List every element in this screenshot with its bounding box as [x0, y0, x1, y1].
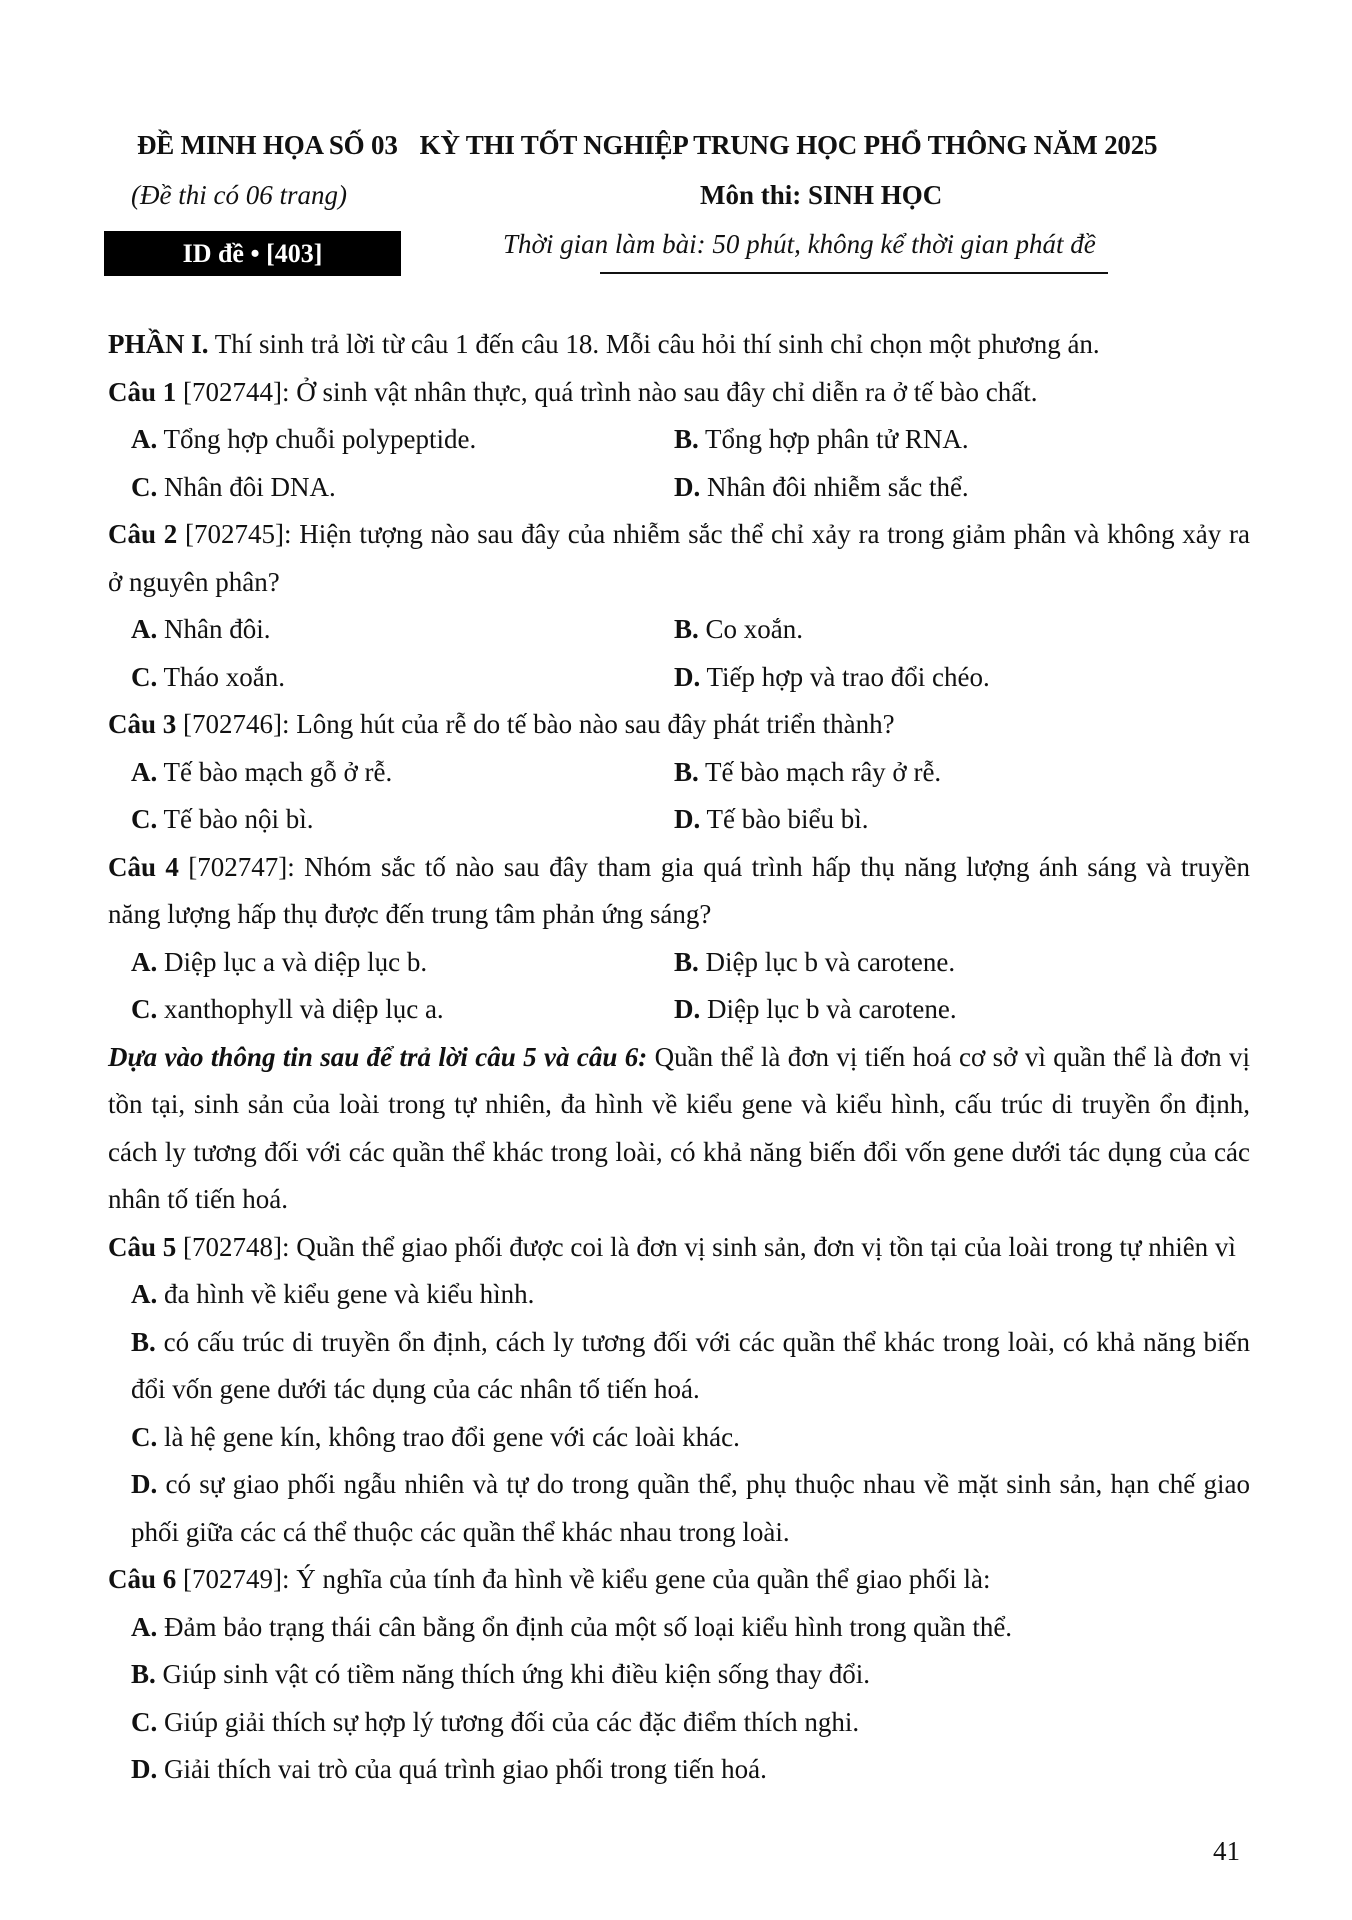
option-text: Tế bào biểu bì. [700, 804, 869, 834]
option-letter: D. [674, 994, 701, 1024]
option-letter: B. [131, 1659, 156, 1689]
section-title: PHẦN I. [108, 329, 209, 359]
option-a[interactable] [108, 1604, 1250, 1652]
option-text: Đảm bảo trạng thái cân bằng ổn định của một số loại kiểu hình trong quần thể. [157, 1611, 1013, 1642]
option-letter: B. [674, 424, 699, 454]
option-c[interactable] [131, 464, 674, 512]
options-row [108, 986, 1250, 1034]
question-label: Câu 4 [108, 851, 179, 882]
option-text: Tháo xoắn. [157, 661, 285, 692]
exam-body [108, 321, 1250, 1794]
question-6 [108, 1556, 1250, 1794]
option-c[interactable] [108, 1414, 1250, 1462]
option-text: Diệp lục b và carotene. [698, 946, 956, 977]
option-letter: D. [131, 1469, 158, 1499]
question-stem [108, 369, 1250, 417]
question-label: Câu 6 [108, 1564, 177, 1594]
option-letter: B. [674, 756, 699, 787]
option-letter: B. [674, 614, 699, 644]
option-letter: C. [131, 661, 158, 692]
option-letter: C. [131, 471, 158, 502]
option-c[interactable] [108, 1699, 1250, 1747]
question-text: [702748]: Quần thể giao phối được coi là đơn vị sinh sản, đơn vị tồn tại của loài trong tự nhiên vì [176, 1231, 1236, 1262]
option-text: Giúp sinh vật có tiềm năng thích ứng khi điều kiện sống thay đổi. [155, 1659, 871, 1689]
option-text: Giải thích vai trò của quá trình giao phối trong tiến hoá. [157, 1754, 767, 1784]
subject-label: Môn thi: SINH HỌC [700, 180, 943, 210]
option-letter: B. [131, 1326, 156, 1357]
options-row [108, 939, 1250, 987]
section-instruction-text: Thí sinh trả lời từ câu 1 đến câu 18. Mỗi câu hỏi thí sinh chỉ chọn một phương án. [208, 329, 1100, 359]
question-label: Câu 2 [108, 519, 178, 549]
option-c[interactable] [131, 654, 674, 702]
option-text: Tế bào mạch rây ở rễ. [698, 756, 942, 787]
option-text: Co xoắn. [698, 614, 804, 644]
time-note: Thời gian làm bài: 50 phút, không kể thời gian phát đề [503, 229, 1096, 259]
option-letter: C. [131, 1421, 158, 1452]
option-letter: C. [131, 994, 158, 1024]
option-d[interactable] [674, 796, 1217, 844]
question-label: Câu 1 [108, 376, 177, 407]
exam-id-label: ID đề • [403] [182, 238, 323, 268]
option-letter: A. [131, 424, 158, 454]
option-letter: D. [674, 661, 701, 692]
question-text: [702745]: Hiện tượng nào sau đây của nhiễm sắc thể chỉ xảy ra trong giảm phân và không xảy ra ở nguyên phân? [108, 519, 1250, 597]
options-row [108, 749, 1250, 797]
section-instruction [108, 321, 1250, 369]
option-text: Nhân đôi. [157, 614, 271, 644]
option-letter: D. [674, 471, 701, 502]
header-divider [600, 272, 1108, 274]
option-text: là hệ gene kín, không trao đổi gene với các loài khác. [157, 1421, 740, 1452]
options-row [108, 416, 1250, 464]
option-text: xanthophyll và diệp lục a. [157, 994, 444, 1024]
option-text: đa hình về kiểu gene và kiểu hình. [157, 1279, 535, 1309]
question-3 [108, 701, 1250, 844]
question-text: [702746]: Lông hút của rễ do tế bào nào sau đây phát triển thành? [176, 709, 895, 739]
option-text: Tổng hợp chuỗi polypeptide. [157, 424, 477, 454]
question-label: Câu 3 [108, 709, 177, 739]
options-row [108, 796, 1250, 844]
option-d[interactable] [674, 464, 1217, 512]
shared-context-text: Quần thể là đơn vị tiến hoá cơ sở vì quần thể là đơn vị tồn tại, sinh sản của loài trong tự nhiên, đa hình về kiểu gene và kiểu hình, cấu trúc di truyền ổn định, cách ly tương đối với các quần thể khác trong loài, có khả năng biến đổi vốn gene dưới tác dụng của các nhân tố tiến hoá. [108, 1041, 1250, 1214]
exam-id-badge [104, 231, 401, 276]
options-row [108, 654, 1250, 702]
option-a[interactable] [131, 606, 674, 654]
question-5 [108, 1224, 1250, 1557]
question-4 [108, 844, 1250, 1034]
option-letter: B. [674, 946, 699, 977]
option-letter: C. [131, 804, 158, 834]
option-a[interactable] [131, 416, 674, 464]
exam-title: KỲ THI TỐT NGHIỆP TRUNG HỌC PHỔ THÔNG NĂM 2025 [419, 130, 1158, 160]
option-letter: D. [674, 804, 701, 834]
option-a[interactable] [131, 749, 674, 797]
question-text: [702747]: Nhóm sắc tố nào sau đây tham gia quá trình hấp thụ năng lượng ánh sáng và truyền năng lượng hấp thụ được đến trung tâm phản ứng sáng? [108, 851, 1251, 929]
option-b[interactable] [674, 939, 1217, 987]
question-text: [702749]: Ý nghĩa của tính đa hình về kiểu gene của quần thể giao phối là: [176, 1564, 991, 1594]
option-text: Tổng hợp phân tử RNA. [698, 424, 969, 454]
option-letter: A. [131, 756, 158, 787]
option-text: Tiếp hợp và trao đổi chéo. [700, 661, 990, 692]
option-text: Diệp lục a và diệp lục b. [157, 946, 428, 977]
question-stem [108, 844, 1250, 939]
option-letter: A. [131, 1611, 158, 1642]
option-d[interactable] [674, 654, 1217, 702]
shared-context-lead: Dựa vào thông tin sau để trả lời câu 5 và câu 6: [108, 1041, 648, 1072]
option-letter: C. [131, 1706, 158, 1737]
question-stem [108, 1224, 1250, 1272]
option-d[interactable] [674, 986, 1217, 1034]
option-text: Giúp giải thích sự hợp lý tương đối của các đặc điểm thích nghi. [157, 1706, 860, 1737]
option-d[interactable] [108, 1461, 1250, 1556]
options-row [108, 606, 1250, 654]
option-letter: A. [131, 946, 158, 977]
option-b[interactable] [108, 1319, 1250, 1414]
option-c[interactable] [131, 986, 674, 1034]
pages-note: (Đề thi có 06 trang) [131, 180, 347, 210]
page-number: 41 [1213, 1836, 1240, 1866]
option-a[interactable] [131, 939, 674, 987]
shared-context [108, 1034, 1250, 1224]
option-text: Tế bào mạch gỗ ở rễ. [157, 756, 393, 787]
option-text: Diệp lục b và carotene. [700, 994, 957, 1024]
option-c[interactable] [131, 796, 674, 844]
question-text: [702744]: Ở sinh vật nhân thực, quá trình nào sau đây chỉ diễn ra ở tế bào chất. [176, 376, 1038, 407]
option-letter: D. [131, 1754, 158, 1784]
option-text: có sự giao phối ngẫu nhiên và tự do trong quần thể, phụ thuộc nhau về mặt sinh sản, hạn chế giao phối giữa các cá thể thuộc các quần thể khác nhau trong loài. [131, 1469, 1250, 1547]
question-1 [108, 369, 1250, 512]
question-stem [108, 511, 1250, 606]
question-label: Câu 5 [108, 1231, 177, 1262]
option-b[interactable] [674, 416, 1217, 464]
option-text: Nhân đôi nhiễm sắc thể. [700, 471, 969, 502]
option-letter: A. [131, 614, 158, 644]
option-b[interactable] [674, 749, 1217, 797]
option-text: có cấu trúc di truyền ổn định, cách ly tương đối với các quần thể khác trong loài, có khả năng biến đổi vốn gene dưới tác dụng của các nhân tố tiến hoá. [131, 1326, 1250, 1404]
question-2 [108, 511, 1250, 701]
option-text: Nhân đôi DNA. [157, 471, 336, 502]
question-stem [108, 701, 1250, 749]
question-stem [108, 1556, 1250, 1604]
header-title-line [137, 130, 1157, 161]
option-b[interactable] [674, 606, 1217, 654]
option-b[interactable] [108, 1651, 1250, 1699]
option-a[interactable] [108, 1271, 1250, 1319]
option-d[interactable] [108, 1746, 1250, 1794]
option-letter: A. [131, 1279, 158, 1309]
option-text: Tế bào nội bì. [157, 804, 314, 834]
exam-code: ĐỀ MINH HỌA SỐ 03 [137, 130, 398, 160]
options-row [108, 464, 1250, 512]
